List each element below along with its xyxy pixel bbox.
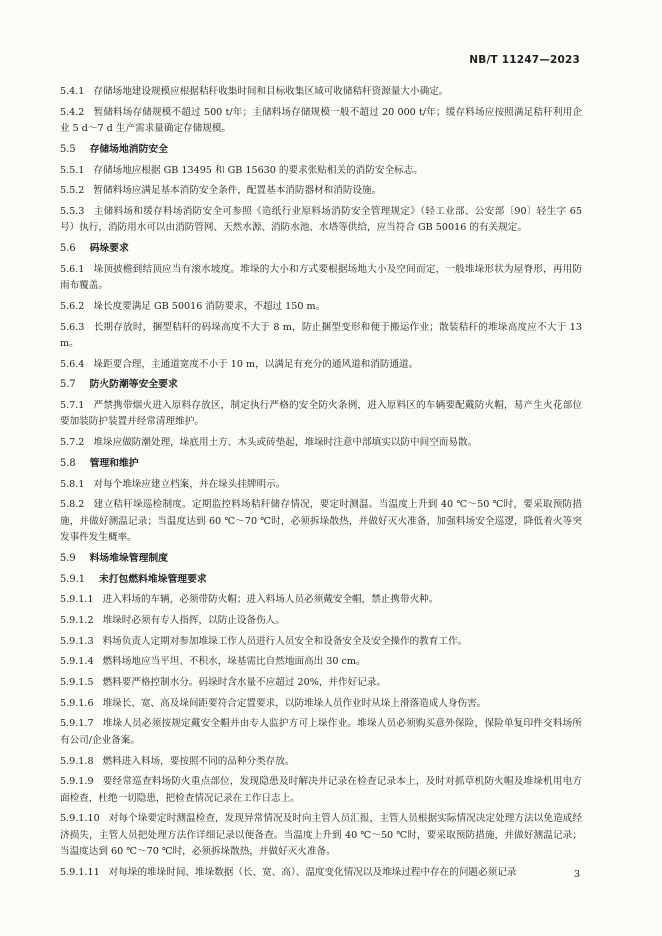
clause-number: 5.7: [60, 379, 76, 391]
clause-text: 燃料要严格控制水分。码垛时含水量不应超过 20%，并作好记录。: [102, 677, 386, 689]
clause-number: 5.7.1: [60, 400, 85, 412]
page-number: 3: [573, 869, 580, 880]
clause-number: 5.9: [60, 552, 76, 564]
clause-paragraph: [60, 204, 582, 237]
clause-text: 存储场地应根据 GB 13495 和 GB 15630 的要求张贴相关的消防安全标志。: [93, 164, 423, 176]
clause-paragraph: [60, 299, 582, 315]
clause-text: 长期存放时，捆型秸秆的码垛高度不大于 8 m，防止捆型变形和便于搬运作业；散装秸秆的堆垛高度应不大于 13 m。: [60, 321, 582, 349]
clause-number: 5.4.2: [60, 106, 85, 118]
clause-paragraph: [60, 716, 582, 749]
clause-number: 5.9.1: [60, 573, 85, 585]
clause-number: 5.9.1.8: [60, 755, 94, 767]
clause-number: 5.9.1.9: [60, 776, 94, 788]
clause-text: 主储料场和缓存料场消防安全可参照《造纸行业原料场消防安全管理规定》（轻工业部、公安部〔90〕轻生字 65 号）执行，消防用水可以由消防管网、天然水源、消防水池、水塔等供给，应当符合 GB 50016 的有关规定。: [60, 205, 582, 234]
clause-text: 垛顶披檐到结顶应当有滚水坡度。堆垛的大小和方式要根据场地大小及空间而定，一般堆垛形状为屋脊形，再用防雨布覆盖。: [60, 263, 582, 292]
clause-text: 存储场地消防安全: [89, 143, 168, 155]
section-heading: [60, 456, 582, 472]
clause-number: 5.9.1.11: [60, 866, 100, 878]
clause-number: 5.9.1.1: [60, 594, 94, 606]
section-heading: [60, 377, 582, 393]
clause-text: 堆垛长、宽、高及垛间距要符合定置要求，以防堆垛人员作业时从垛上滑落造成人身伤害。: [102, 697, 487, 709]
clause-text: 码垛要求: [89, 243, 129, 255]
clause-number: 5.4.1: [60, 86, 85, 97]
clause-paragraph: [60, 105, 582, 138]
clause-number: 5.6: [60, 243, 76, 255]
clause-text: 垛长度要满足 GB 50016 消防要求，不超过 150 m。: [93, 300, 326, 312]
clause-paragraph: [60, 811, 582, 860]
clause-number: 5.6.3: [60, 321, 85, 333]
clause-text: 堆垛应做防潮处理，垛底用土方、木头或砖垫起，堆垛时注意中部填实以防中间空而易散。: [93, 437, 478, 449]
document-body: [60, 84, 582, 886]
clause-text: 堆垛人员必须按规定戴安全帽并由专人监护方可上垛作业。堆垛人员必须购买意外保险，保险单复印件交料场所有公司/企业备案。: [60, 718, 582, 746]
clause-paragraph: [60, 477, 582, 493]
clause-paragraph: [60, 163, 582, 179]
clause-number: 5.5.1: [60, 164, 85, 176]
clause-number: 5.9.1.4: [60, 656, 94, 668]
clause-paragraph: [60, 497, 582, 546]
clause-number: 5.6.1: [60, 263, 85, 275]
clause-text: 对每个垛要定时测温检查，发现异常情况及时向主管人员汇报，主管人员根据实际情况决定处理方法以免造成经济损失，主管人员把处理方法作详细记录以便备查。当温度上升到 40 ℃～50 ℃时，要采取预防措施，并做好测温记录；当温度达到 60 ℃～70 ℃时，必须拆垛散热，并做好灭火准备。: [60, 813, 582, 858]
clause-number: 5.8.2: [60, 499, 85, 511]
clause-text: 进入料场的车辆，必须带防火帽；进入料场人员必须戴安全帽，禁止携带火种。: [102, 594, 439, 606]
clause-text: 防火防潮等安全要求: [89, 379, 178, 391]
clause-paragraph: [60, 592, 582, 608]
clause-number: 5.8.1: [60, 478, 85, 490]
section-heading: [60, 142, 582, 158]
clause-paragraph: [60, 84, 582, 100]
clause-text: 建立秸秆垛巡检制度。定期监控料场秸秆储存情况，要定时测温。当温度上升到 40 ℃～50 ℃时，要采取预防措施，并做好测温记录；当温度达到 60 ℃～70 ℃时，必须拆垛散热，并做好灭火准备，加强料场安全巡逻，降低着火等突发事件发生概率。: [60, 499, 582, 544]
clause-text: 暂储料场应满足基本消防安全条件，配置基本消防器材和消防设施。: [93, 185, 382, 197]
clause-paragraph: [60, 754, 582, 770]
clause-number: 5.9.1.2: [60, 614, 94, 626]
clause-paragraph: [60, 320, 582, 353]
clause-paragraph: [60, 262, 582, 295]
clause-number: 5.5.3: [60, 205, 85, 217]
clause-text: 存储场地建设规模应根据秸秆收集时间和目标收集区域可收储秸秆资源量大小确定。: [93, 86, 449, 97]
clause-number: 5.5.2: [60, 185, 85, 197]
clause-text: 燃料进入料场，要按照不同的品种分类存放。: [102, 755, 295, 767]
clause-text: 料场堆垛管理制度: [89, 552, 168, 564]
section-heading: [60, 241, 582, 257]
clause-text: 堆垛时必须有专人指挥，以防止设备伤人。: [102, 614, 285, 626]
clause-text: 要经常巡查料场防火重点部位，发现隐患及时解决并记录在检查记录本上，及时对抓草机防火帽及堆垛机用电方面检查，杜绝一切隐患，把检查情况记录在工作日志上。: [60, 776, 582, 804]
clause-text: 暂储料场存储规模不超过 500 t/年；主储料场存储规模一般不超过 20 000 t/年；缓存料场应按照满足秸秆利用企业 5 d～7 d 生产需求量确定存储规模。: [60, 106, 582, 135]
clause-paragraph: [60, 865, 582, 881]
clause-text: 严禁携带烟火进入原料存放区，制定执行严格的安全防火条例，进入原料区的车辆要配戴防火帽，易产生火花部位要加装防护装置并经常清理维护。: [60, 400, 582, 428]
clause-number: 5.5: [60, 143, 76, 155]
clause-text: 对每垛的堆垛时间、堆垛数据（长、宽、高）、温度变化情况以及堆垛过程中存在的问题必须记录: [108, 866, 517, 878]
clause-text: 管理和维护: [89, 457, 139, 469]
clause-paragraph: [60, 183, 582, 199]
clause-number: 5.6.2: [60, 300, 85, 312]
clause-text: 燃料场地应当平坦、不积水，垛基需比自然地面高出 30 cm。: [102, 656, 366, 668]
clause-number: 5.9.1.5: [60, 677, 94, 689]
clause-text: 未打包燃料堆垛管理要求: [98, 573, 207, 585]
clause-text: 对每个堆垛应建立档案，并在垛头挂牌明示。: [93, 478, 286, 490]
section-heading: [60, 551, 582, 567]
clause-number: 5.9.1.6: [60, 697, 94, 709]
clause-number: 5.6.4: [60, 358, 85, 370]
clause-paragraph: [60, 675, 582, 691]
clause-paragraph: [60, 654, 582, 670]
clause-number: 5.9.1.3: [60, 635, 94, 647]
clause-text: 料场负责人定期对参加堆垛工作人员进行人员安全和设备安全及安全操作的教育工作。: [102, 635, 468, 647]
clause-paragraph: [60, 357, 582, 373]
clause-paragraph: [60, 613, 582, 629]
clause-number: 5.8: [60, 457, 76, 469]
clause-number: 5.9.1.7: [60, 718, 94, 730]
clause-paragraph: [60, 398, 582, 431]
section-heading: [60, 572, 582, 588]
clause-paragraph: [60, 774, 582, 807]
clause-number: 5.7.2: [60, 437, 85, 449]
clause-number: 5.9.1.10: [60, 813, 100, 825]
document-code-header: NB/T 11247—2023: [469, 54, 580, 66]
clause-text: 垛距要合理，主通道宽度不小于 10 m，以满足有充分的通风道和消防通道。: [93, 358, 419, 370]
clause-paragraph: [60, 435, 582, 451]
clause-paragraph: [60, 696, 582, 712]
clause-paragraph: [60, 634, 582, 650]
